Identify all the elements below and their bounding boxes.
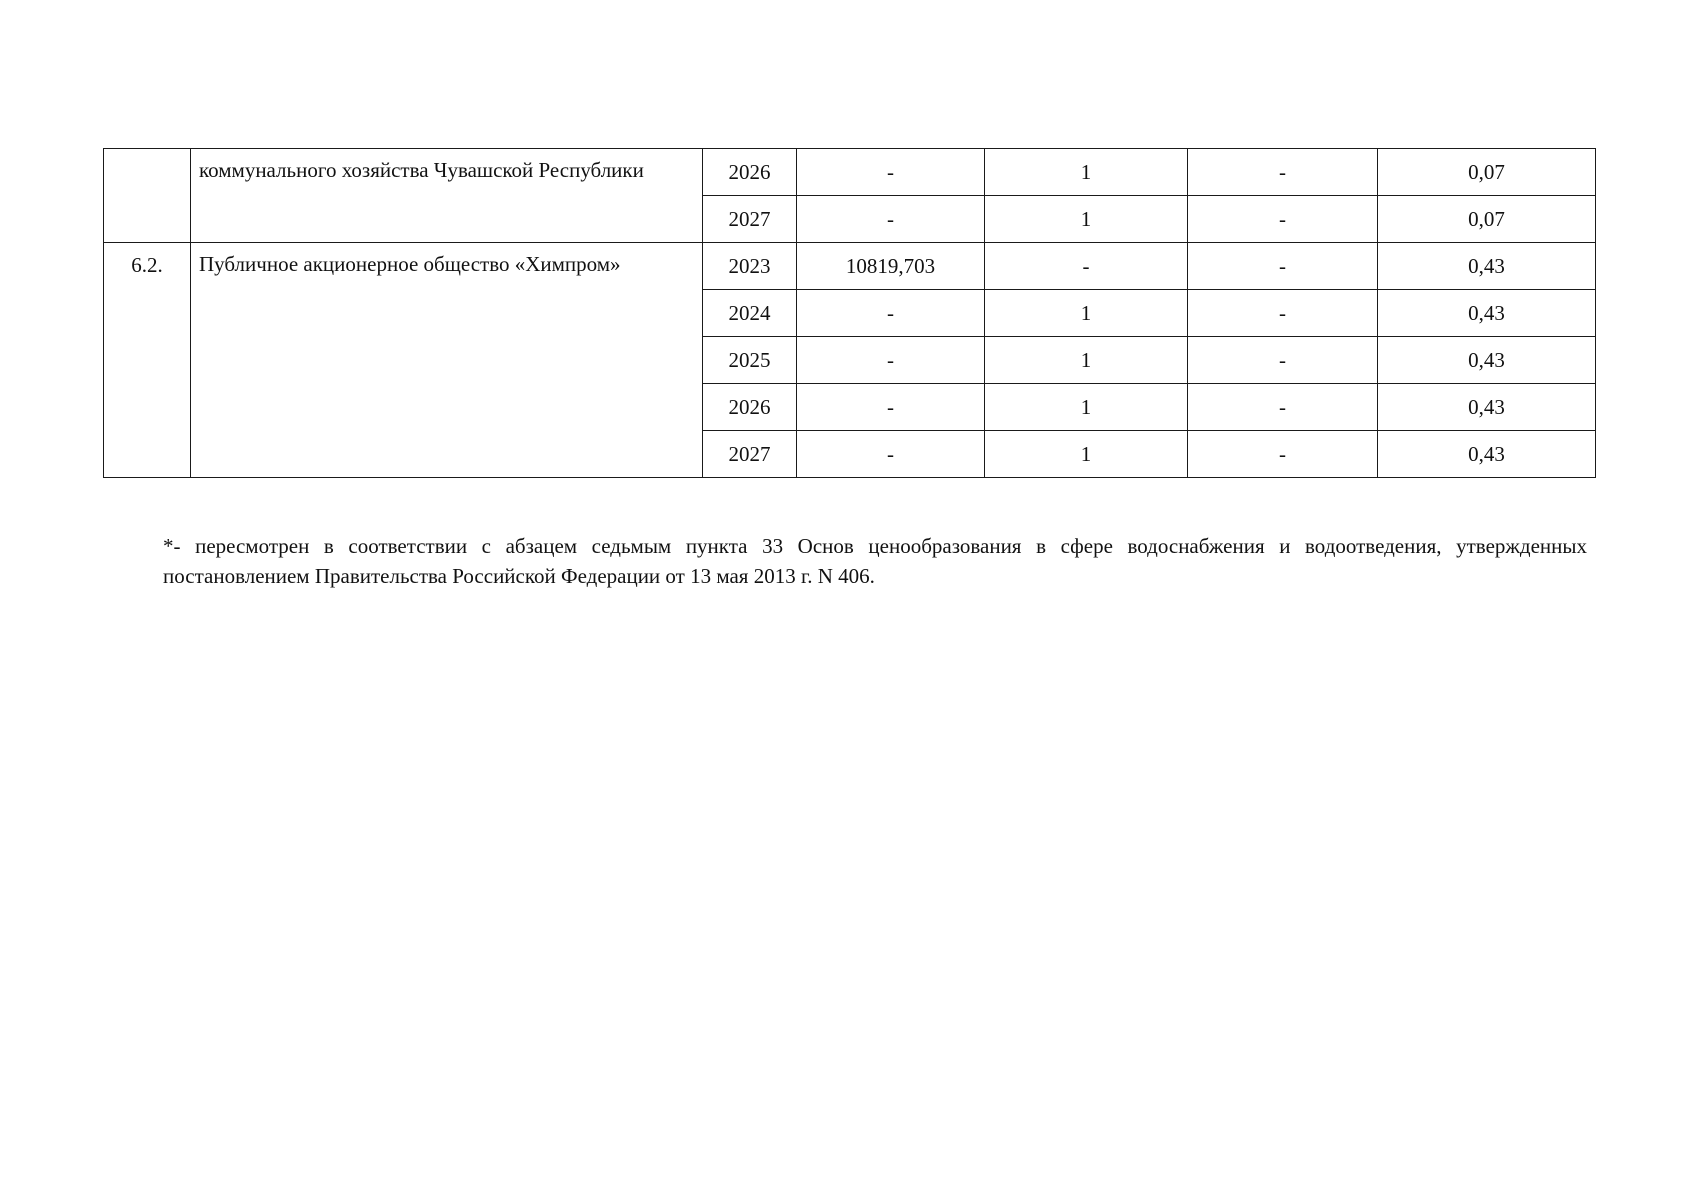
value-cell: 1 <box>985 384 1188 431</box>
value-cell: 0,43 <box>1378 290 1596 337</box>
value-cell: - <box>1188 384 1378 431</box>
value-cell: 1 <box>985 431 1188 478</box>
table-row <box>104 149 1596 196</box>
year-cell: 2025 <box>703 337 797 384</box>
year-cell: 2023 <box>703 243 797 290</box>
table-row <box>104 243 1596 290</box>
year-cell: 2026 <box>703 384 797 431</box>
value-cell: - <box>797 384 985 431</box>
tariff-table <box>103 148 1596 478</box>
value-cell: - <box>797 290 985 337</box>
year-cell: 2026 <box>703 149 797 196</box>
value-cell: 0,43 <box>1378 337 1596 384</box>
value-cell: - <box>1188 290 1378 337</box>
value-cell: - <box>985 243 1188 290</box>
value-cell: 10819,703 <box>797 243 985 290</box>
value-cell: - <box>1188 243 1378 290</box>
value-cell: - <box>797 196 985 243</box>
footnote: *- пересмотрен в соответствии с абзацем седьмым пункта 33 Основ ценообразования в сфере водоснабжения и водоотведения, утвержденных постановлением Правительства Российской Федерации от 13 мая 2013 г. N 406. <box>163 534 1587 588</box>
year-cell: 2024 <box>703 290 797 337</box>
value-cell: - <box>1188 337 1378 384</box>
value-cell: 0,43 <box>1378 243 1596 290</box>
value-cell: - <box>797 431 985 478</box>
value-cell: - <box>1188 149 1378 196</box>
value-cell: 1 <box>985 337 1188 384</box>
value-cell: - <box>797 149 985 196</box>
value-cell: 1 <box>985 149 1188 196</box>
value-cell: - <box>1188 431 1378 478</box>
year-cell: 2027 <box>703 431 797 478</box>
organization-name-cell: Публичное акционерное общество «Химпром» <box>191 243 703 478</box>
row-number-cell <box>104 149 191 243</box>
value-cell: 0,07 <box>1378 149 1596 196</box>
value-cell: 0,43 <box>1378 384 1596 431</box>
value-cell: - <box>1188 196 1378 243</box>
value-cell: 0,43 <box>1378 431 1596 478</box>
value-cell: 0,07 <box>1378 196 1596 243</box>
row-number-cell: 6.2. <box>104 243 191 478</box>
year-cell: 2027 <box>703 196 797 243</box>
organization-name-cell: коммунального хозяйства Чувашской Республики <box>191 149 703 243</box>
value-cell: 1 <box>985 196 1188 243</box>
value-cell: - <box>797 337 985 384</box>
value-cell: 1 <box>985 290 1188 337</box>
